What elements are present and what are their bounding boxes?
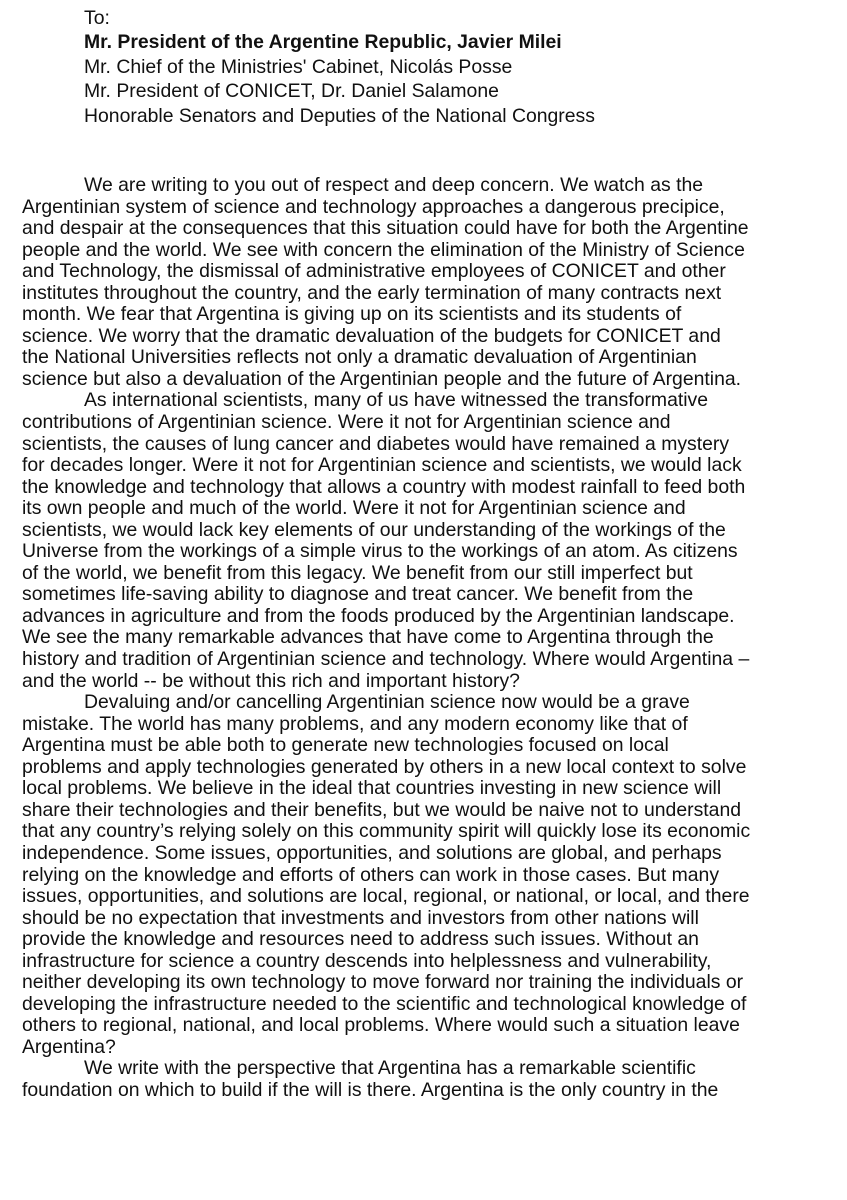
paragraph-line: advances in agriculture and from the foods produced by the Argentinian landscape.: [22, 604, 735, 627]
paragraph-line: mistake. The world has many problems, and any modern economy like that of: [22, 712, 688, 735]
body-paragraph: [22, 390, 842, 692]
paragraph-line: and despair at the consequences that this situation could have for both the Argentine: [22, 217, 749, 240]
body-paragraph: [22, 1058, 842, 1101]
addressee-line: Mr. Chief of the Ministries' Cabinet, Nicolás Posse: [84, 55, 513, 78]
addressee-line: Mr. President of the Argentine Republic, Javier Milei: [84, 31, 562, 54]
paragraph-line: its own people and much of the world. Were it not for Argentinian science and: [22, 497, 686, 520]
paragraph-line: developing the infrastructure needed to the scientific and technological knowledge of: [22, 992, 747, 1015]
paragraph-line: contributions of Argentinian science. Were it not for Argentinian science and: [22, 411, 671, 434]
addressee-line: Mr. President of CONICET, Dr. Daniel Salamone: [84, 80, 499, 103]
paragraph-line: history and tradition of Argentinian science and technology. Where would Argentina –: [22, 648, 750, 671]
salutation-to: To:: [84, 7, 110, 29]
paragraph-line: infrastructure for science a country descends into helplessness and vulnerability,: [22, 949, 712, 972]
paragraph-line: local problems. We believe in the ideal that countries investing in new science will: [22, 777, 722, 800]
paragraph-line: Devaluing and/or cancelling Argentinian science now would be a grave: [84, 691, 690, 714]
body-paragraph: [22, 692, 842, 1058]
paragraph-line: the National Universities reflects not only a dramatic devaluation of Argentinian: [22, 346, 697, 369]
paragraph-line: Argentinian system of science and technology approaches a dangerous precipice,: [22, 195, 725, 218]
paragraph-line: issues, opportunities, and solutions are local, regional, or national, or local, and there: [22, 885, 750, 908]
paragraph-line: people and the world. We see with concern the elimination of the Ministry of Science: [22, 238, 745, 261]
paragraph-line: for decades longer. Were it not for Argentinian science and scientists, we would lack: [22, 454, 742, 477]
paragraph-line: and Technology, the dismissal of administrative employees of CONICET and other: [22, 260, 726, 283]
paragraph-line: We write with the perspective that Argentina has a remarkable scientific: [84, 1057, 696, 1080]
paragraph-line: We are writing to you out of respect and deep concern. We watch as the: [84, 174, 704, 196]
paragraph-line: share their technologies and their benefits, but we would be naive not to understand: [22, 798, 742, 821]
paragraph-line: scientists, we would lack key elements of our understanding of the workings of the: [22, 518, 726, 541]
paragraph-line: scientists, the causes of lung cancer and diabetes would have remained a mystery: [22, 432, 730, 455]
paragraph-line: foundation on which to build if the will is there. Argentina is the only country in the: [22, 1078, 719, 1101]
paragraph-line: relying on the knowledge and efforts of others can work in those cases. But many: [22, 863, 720, 886]
paragraph-line: provide the knowledge and resources need to address such issues. Without an: [22, 928, 699, 951]
paragraph-line: independence. Some issues, opportunities, and solutions are global, and perhaps: [22, 841, 722, 864]
paragraph-line: month. We fear that Argentina is giving up on its scientists and its students of: [22, 303, 682, 326]
addressee-line: Honorable Senators and Deputies of the National Congress: [84, 104, 595, 127]
paragraph-line: Universe from the workings of a simple virus to the workings of an atom. As citizens: [22, 540, 738, 563]
paragraph-line: the knowledge and technology that allows a country with modest rainfall to feed both: [22, 475, 746, 498]
paragraph-line: science but also a devaluation of the Argentinian people and the future of Argentina.: [22, 367, 742, 390]
paragraph-line: Argentina must be able both to generate new technologies focused on local: [22, 734, 669, 757]
paragraph-line: Argentina?: [22, 1035, 116, 1058]
paragraph-line: should be no expectation that investments and investors from other nations will: [22, 906, 699, 929]
paragraph-line: science. We worry that the dramatic devaluation of the budgets for CONICET and: [22, 324, 721, 347]
paragraph-line: and the world -- be without this rich and important history?: [22, 669, 520, 692]
paragraph-line: institutes throughout the country, and the early termination of many contracts next: [22, 281, 722, 304]
paragraph-line: that any country’s relying solely on this community spirit will quickly lose its economic: [22, 820, 751, 843]
paragraph-line: We see the many remarkable advances that have come to Argentina through the: [22, 626, 714, 649]
body-paragraph: [22, 175, 842, 390]
paragraph-line: sometimes life-saving ability to diagnose and treat cancer. We benefit from the: [22, 583, 694, 606]
paragraph-line: others to regional, national, and local problems. Where would such a situation leave: [22, 1014, 740, 1037]
paragraph-line: As international scientists, many of us have witnessed the transformative: [84, 389, 709, 412]
paragraph-line: problems and apply technologies generated by others in a new local context to solve: [22, 755, 747, 778]
letter-body: [22, 175, 842, 1102]
addressee-block: [84, 6, 844, 128]
paragraph-line: of the world, we benefit from this legacy. We benefit from our still imperfect but: [22, 561, 693, 584]
paragraph-line: neither developing its own technology to move forward nor training the individuals or: [22, 971, 744, 994]
